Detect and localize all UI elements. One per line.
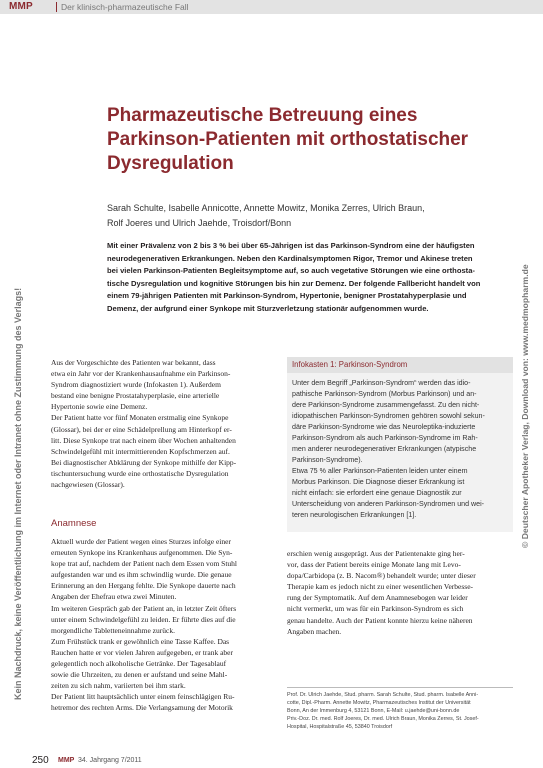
abstract-line: einem 79-jährigen Patienten mit Parkinson-Syndrom, Hypertonie, benigner Prostatahyperplasie und: [107, 291, 467, 300]
body-line: Zum Frühstück trank er gewöhnlich eine Tasse Kaffee. Das: [51, 636, 230, 646]
body-line: gelegentlich noch alkoholische Getränke. Der Tagesablauf: [51, 659, 227, 669]
body-line: Rauchen hatte er vor vielen Jahren aufgegeben, er trank aber: [51, 647, 233, 657]
body-line: genau handelte. Auch der Patient konnte hierzu keine näheren: [287, 615, 473, 625]
anamnese-paragraphs: [51, 536, 273, 714]
infobox-line: idiopathischen Parkinson-Syndromen gehören sowohl sekun-: [292, 412, 485, 420]
abstract-line: bei vielen Parkinson-Patienten Begleitsymptome auf, so auch vegetative Störungen wie eine orthosta-: [107, 266, 475, 275]
author-line: Sarah Schulte, Isabelle Annicotte, Annette Mowitz, Monika Zerres, Ulrich Braun,: [107, 203, 425, 213]
infobox-line: däre Parkinson-Syndrome wie das Neuroleptika-induzierte: [292, 423, 476, 431]
infobox-line: Unter dem Begriff „Parkinson-Syndrom“ werden das idio-: [292, 379, 471, 387]
body-line: bestand eine benigne Prostatahyperplasie, eine arterielle: [51, 391, 220, 401]
body-line: Syndrom diagnostiziert wurde (Infokasten 1). Außerdem: [51, 380, 221, 390]
infobox-line: Morbus Parkinson. Die Diagnose dieser Erkrankung ist: [292, 478, 465, 486]
infobox-line: Etwa 75 % aller Parkinson-Patienten leiden unter einem: [292, 467, 468, 475]
infobox-line: Unterscheidung von anderen Parkinson-Syndromen und wei-: [292, 500, 485, 508]
affiliation-line: Prof. Dr. Ulrich Jaehde, Stud. pharm. Sarah Schulte, Stud. pharm. Isabelle Anni-: [287, 692, 479, 698]
body-line: Angaben der Ehefrau etwa zwei Minuten.: [51, 592, 177, 602]
body-line: (Glossar), bei der er eine Schädelprellung am Hinterkopf er-: [51, 424, 232, 434]
infobox-line: Parkinson-Syndrom als auch Parkinson-Syndrome im Rah-: [292, 434, 478, 442]
intro-paragraphs: [51, 357, 273, 490]
infobox-line: pathische Parkinson-Syndrom (Morbus Parkinson) und an-: [292, 390, 477, 398]
affiliation-line: Priv.-Doz. Dr. med. Rolf Joeres, Dr. med. Ulrich Braun, Monika Zerres, St. Josef-: [287, 716, 479, 722]
abstract-line: Demenz, der aufgrund einer Synkope mit Sturzverletzung stationär aufgenommen wurde.: [107, 303, 429, 313]
page-number: 250: [32, 755, 49, 766]
body-line: erschien wenig ausgeprägt. Aus der Patientenakte ging her-: [287, 549, 465, 558]
title-line: Dysregulation: [107, 153, 234, 174]
footer-journal-logo: MMP: [58, 757, 75, 764]
abstract-line: tische Dysregulation und kognitive Störungen bis hin zur Demenz. Der folgende Fallbericht handelt von: [107, 278, 481, 288]
infobox-text: [292, 378, 510, 521]
body-line: Hypertonie sowie eine Demenz.: [51, 402, 148, 412]
abstract: [107, 240, 525, 315]
body-line: litt. Diese Synkope trat nach einem über Wochen anhaltenden: [51, 435, 236, 445]
body-line: zeiten zu sich nahm, variierten bei ihm stark.: [51, 681, 186, 691]
continuation-paragraph: [287, 548, 513, 637]
body-line: Erinnerung an den Hergang fehlte. Die Synkope dauerte nach: [51, 581, 236, 591]
body-line: unter einem Schwindelgefühl zu leiden. Er führte dies auf die: [51, 614, 236, 624]
body-line: hetremor des rechten Arms. Die Verlangsamung der Motorik: [51, 703, 233, 713]
section-heading-anamnese: Anamnese: [51, 518, 97, 529]
affiliation-divider: [287, 687, 513, 688]
body-line: rung der Symptomatik. Auf dem Anamnesebogen war leider: [287, 593, 468, 603]
infobox-line: Parkinson-Syndrome).: [292, 456, 363, 464]
body-line: sowie die Uhrzeiten, zu denen er aufstand und seine Mahl-: [51, 670, 228, 680]
author-line: Rolf Joeres und Ulrich Jaehde, Troisdorf/Bonn: [107, 218, 292, 228]
body-line: Schwindelgefühl mit intermittierenden Kopfschmerzen auf.: [51, 446, 230, 456]
affiliation-line: cotte, Dipl.-Pharm. Annette Mowitz, Pharmazeutisches Institut der Universität: [287, 700, 471, 706]
infobox-line: dere Parkinson-Syndrome zusammengefasst. Zu den nicht-: [292, 401, 480, 409]
infobox-line: teren neurologischen Erkrankungen [1].: [292, 511, 417, 519]
abstract-line: neurodegenerativen Erkrankungen. Neben den Kardinalsymptomen Rigor, Tremor und Akinese treten: [107, 253, 473, 263]
body-line: Im weiteren Gespräch gab der Patient an, in letzter Zeit öfters: [51, 603, 237, 613]
body-line: tischuntersuchung wurde eine orthostatische Dysregulation: [51, 468, 229, 478]
body-line: Angaben machen.: [287, 626, 342, 636]
body-line: Der Patient litt hauptsächlich unter einem feinschlägigen Ru-: [51, 692, 235, 702]
infobox-title: Infokasten 1: Parkinson-Syndrom: [287, 357, 513, 373]
body-line: aufgestanden war und es ihm schwindlig wurde. Die genaue: [51, 570, 232, 580]
journal-logo: MMP: [9, 1, 33, 12]
body-line: morgendliche Tabletteneinnahme zurück.: [51, 625, 175, 635]
body-line: dopa/Carbidopa (z. B. Nacom®) behandelt wurde; unter dieser: [287, 571, 476, 581]
body-line: Therapie kam es jedoch nicht zu einer wesentlichen Verbesse-: [287, 582, 474, 592]
title-line: Pharmazeutische Betreuung eines: [107, 105, 418, 126]
body-line: vor, dass der Patient bereits einige Monate lang mit Levo-: [287, 560, 461, 570]
author-affiliation: [287, 691, 513, 731]
infobox-line: men anderer neurodegenerativer Erkrankungen (atypische: [292, 445, 477, 453]
body-line: kope trat auf, nachdem der Patient nach dem Essen vom Stuhl: [51, 559, 237, 569]
author-list: [107, 201, 517, 231]
infobox: [287, 357, 513, 532]
article-title: [107, 104, 527, 176]
infobox-line: nicht einfach: sie erfordert eine genaue Diagnostik zur: [292, 489, 462, 497]
body-line: Bei diagnostischer Abklärung der Synkope mithilfe der Kipp-: [51, 457, 237, 467]
affiliation-line: Bonn, An der Immenburg 4, 53121 Bonn, E-Mail: u.jaehde@uni-bonn.de: [287, 708, 460, 714]
header-divider: [56, 2, 57, 12]
body-line: nicht vermerkt, um was für ein Parkinson-Syndrom es sich: [287, 604, 464, 614]
body-line: erneuten Synkope ins Krankenhaus aufgenommen. Die Syn-: [51, 548, 233, 558]
footer-issue: 34. Jahrgang 7/2011: [78, 757, 142, 764]
body-line: Der Patient hatte vor fünf Monaten erstmalig eine Synkope: [51, 413, 229, 423]
affiliation-line: Hospital, Hospitalstraße 45, 53840 Troisdorf: [287, 724, 393, 730]
body-line: Aktuell wurde der Patient wegen eines Sturzes infolge einer: [51, 537, 231, 546]
body-line: etwa ein Jahr vor der Krankenhausaufnahme ein Parkinson-: [51, 369, 231, 379]
title-line: Parkinson-Patienten mit orthostatischer: [107, 129, 469, 150]
download-notice-right: © Deutscher Apotheker Verlag, Download von: www.medmopharm.de: [520, 264, 530, 548]
section-label: Der klinisch-pharmazeutische Fall: [61, 2, 189, 12]
copyright-notice-left: Kein Nachdruck, keine Veröffentlichung im Internet oder Intranet ohne Zustimmung des Verlags!: [13, 287, 23, 700]
body-line: nachgewiesen (Glossar).: [51, 480, 125, 490]
abstract-line: Mit einer Prävalenz von 2 bis 3 % bei über 65-Jährigen ist das Parkinson-Syndrom eine der häufigsten: [107, 241, 475, 250]
body-line: Aus der Vorgeschichte des Patienten war bekannt, dass: [51, 358, 216, 367]
